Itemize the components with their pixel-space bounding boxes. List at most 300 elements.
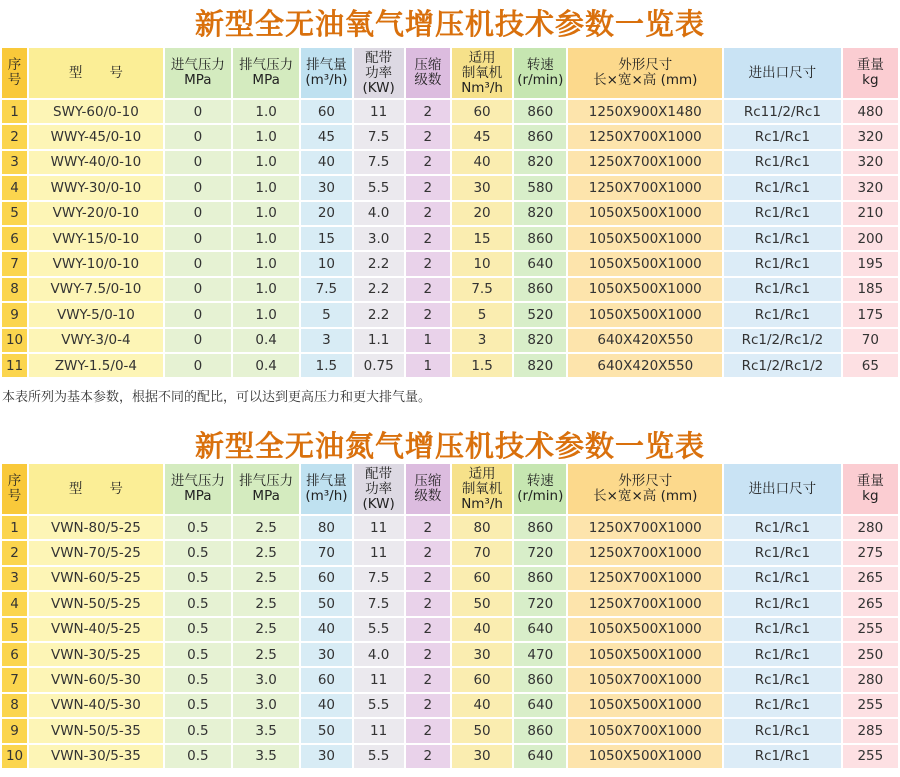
cell-outlet-pressure: 3.0	[233, 668, 299, 691]
cell-model: ZWY-1.5/0-4	[29, 354, 163, 377]
table-row	[2, 354, 898, 377]
header-displacement	[301, 48, 351, 98]
cell-inlet-pressure: 0.5	[165, 618, 231, 641]
cell-no: 4	[2, 592, 27, 615]
header-weight	[843, 464, 898, 514]
header-line: 排气量	[306, 473, 347, 489]
header-line: 排气压力	[239, 473, 294, 489]
cell-stages: 2	[406, 745, 450, 768]
header-line: 进出口尺寸	[748, 64, 817, 81]
cell-model: VWY-5/0-10	[29, 303, 163, 326]
cell-outlet-pressure: 0.4	[233, 354, 299, 377]
header-line: 重量	[856, 473, 884, 489]
cell-model: VWY-3/0-4	[29, 329, 163, 352]
cell-power: 4.0	[354, 643, 404, 666]
cell-power: 7.5	[354, 125, 404, 148]
cell-model: VWN-50/5-25	[29, 592, 163, 615]
cell-inlet-pressure: 0	[165, 125, 231, 148]
table-row	[2, 592, 898, 615]
cell-stages: 2	[406, 227, 450, 250]
table-row	[2, 176, 898, 199]
cell-port-size: Rc1/Rc1	[724, 278, 841, 301]
table-row	[2, 618, 898, 641]
cell-dimensions: 1050X500X1000	[568, 278, 722, 301]
cell-dimensions: 640X420X550	[568, 329, 722, 352]
cell-dimensions: 1050X700X1000	[568, 719, 722, 742]
cell-generator-capacity: 50	[452, 719, 512, 742]
cell-weight: 250	[843, 643, 898, 666]
cell-generator-capacity: 70	[452, 541, 512, 564]
cell-inlet-pressure: 0.5	[165, 567, 231, 590]
cell-outlet-pressure: 2.5	[233, 541, 299, 564]
cell-speed: 820	[514, 202, 566, 225]
cell-inlet-pressure: 0	[165, 278, 231, 301]
table-row	[2, 227, 898, 250]
header-line: Nm³/h	[461, 495, 503, 512]
cell-inlet-pressure: 0.5	[165, 643, 231, 666]
header-no	[2, 48, 27, 98]
cell-speed: 860	[514, 227, 566, 250]
table-row	[2, 329, 898, 352]
cell-displacement: 15	[301, 227, 351, 250]
cell-displacement: 45	[301, 125, 351, 148]
header-line: 号	[7, 72, 22, 88]
cell-no: 6	[2, 227, 27, 250]
cell-generator-capacity: 45	[452, 125, 512, 148]
header-line: kg	[862, 72, 879, 88]
cell-generator-capacity: 30	[452, 745, 512, 768]
cell-dimensions: 1050X500X1000	[568, 227, 722, 250]
table-row	[2, 668, 898, 691]
cell-weight: 280	[843, 516, 898, 539]
cell-outlet-pressure: 2.5	[233, 618, 299, 641]
cell-weight: 195	[843, 252, 898, 275]
table-row	[2, 567, 898, 590]
cell-dimensions: 1250X700X1000	[568, 151, 722, 174]
header-speed	[514, 48, 566, 98]
cell-weight: 210	[843, 202, 898, 225]
cell-no: 10	[2, 329, 27, 352]
cell-dimensions: 1250X700X1000	[568, 541, 722, 564]
cell-port-size: Rc1/Rc1	[724, 125, 841, 148]
cell-weight: 265	[843, 567, 898, 590]
cell-port-size: Rc11/2/Rc1	[724, 100, 841, 123]
cell-model: VWN-30/5-35	[29, 745, 163, 768]
cell-power: 11	[354, 668, 404, 691]
cell-inlet-pressure: 0	[165, 151, 231, 174]
cell-inlet-pressure: 0.5	[165, 668, 231, 691]
table-row	[2, 694, 898, 717]
cell-stages: 2	[406, 567, 450, 590]
cell-inlet-pressure: 0	[165, 100, 231, 123]
cell-port-size: Rc1/Rc1	[724, 176, 841, 199]
cell-dimensions: 1050X500X1000	[568, 694, 722, 717]
cell-power: 5.5	[354, 176, 404, 199]
cell-dimensions: 1250X900X1480	[568, 100, 722, 123]
header-line: Nm³/h	[461, 79, 503, 96]
cell-displacement: 40	[301, 694, 351, 717]
cell-weight: 280	[843, 668, 898, 691]
cell-dimensions: 1050X700X1000	[568, 668, 722, 691]
cell-weight: 320	[843, 125, 898, 148]
table-row	[2, 303, 898, 326]
cell-no: 2	[2, 541, 27, 564]
header-line: (r/min)	[517, 72, 564, 88]
cell-inlet-pressure: 0.5	[165, 592, 231, 615]
cell-port-size: Rc1/Rc1	[724, 618, 841, 641]
cell-model: SWY-60/0-10	[29, 100, 163, 123]
cell-power: 7.5	[354, 592, 404, 615]
cell-weight: 200	[843, 227, 898, 250]
cell-inlet-pressure: 0.5	[165, 694, 231, 717]
header-stages	[406, 48, 450, 98]
header-line: kg	[862, 488, 879, 504]
cell-stages: 2	[406, 592, 450, 615]
table-row	[2, 100, 898, 123]
cell-no: 1	[2, 100, 27, 123]
cell-stages: 2	[406, 516, 450, 539]
cell-model: VWY-10/0-10	[29, 252, 163, 275]
cell-inlet-pressure: 0	[165, 303, 231, 326]
cell-port-size: Rc1/Rc1	[724, 592, 841, 615]
cell-weight: 480	[843, 100, 898, 123]
cell-power: 2.2	[354, 252, 404, 275]
cell-speed: 640	[514, 694, 566, 717]
cell-weight: 255	[843, 618, 898, 641]
cell-no: 9	[2, 719, 27, 742]
cell-outlet-pressure: 2.5	[233, 567, 299, 590]
header-line: 长×宽×高 (mm)	[593, 488, 698, 504]
cell-dimensions: 1050X500X1000	[568, 303, 722, 326]
cell-speed: 470	[514, 643, 566, 666]
cell-model: VWN-60/5-30	[29, 668, 163, 691]
cell-model: VWY-15/0-10	[29, 227, 163, 250]
cell-no: 11	[2, 354, 27, 377]
cell-weight: 320	[843, 151, 898, 174]
cell-displacement: 5	[301, 303, 351, 326]
cell-speed: 860	[514, 100, 566, 123]
table-row	[2, 745, 898, 768]
header-line: 功率	[365, 64, 393, 81]
cell-stages: 2	[406, 252, 450, 275]
cell-speed: 860	[514, 125, 566, 148]
cell-dimensions: 1050X500X1000	[568, 252, 722, 275]
cell-displacement: 3	[301, 329, 351, 352]
cell-displacement: 20	[301, 202, 351, 225]
header-stages	[406, 464, 450, 514]
cell-generator-capacity: 80	[452, 516, 512, 539]
header-line: 制氧机	[461, 64, 503, 81]
cell-outlet-pressure: 3.0	[233, 694, 299, 717]
header-line: MPa	[252, 72, 280, 88]
cell-outlet-pressure: 0.4	[233, 329, 299, 352]
header-line: 进出口尺寸	[748, 480, 817, 497]
cell-power: 7.5	[354, 567, 404, 590]
header-line: 重量	[856, 57, 884, 73]
cell-displacement: 40	[301, 618, 351, 641]
cell-displacement: 30	[301, 745, 351, 768]
cell-dimensions: 1050X500X1000	[568, 618, 722, 641]
cell-outlet-pressure: 1.0	[233, 125, 299, 148]
cell-weight: 185	[843, 278, 898, 301]
header-line: 适用	[468, 49, 496, 66]
header-line: MPa	[184, 488, 212, 504]
cell-inlet-pressure: 0.5	[165, 516, 231, 539]
cell-no: 7	[2, 668, 27, 691]
header-dimensions	[568, 464, 722, 514]
header-line: 序	[7, 473, 22, 489]
header-line: 外形尺寸	[618, 57, 673, 73]
cell-model: VWN-70/5-25	[29, 541, 163, 564]
header-line: 压缩	[414, 57, 442, 73]
cell-power: 4.0	[354, 202, 404, 225]
cell-speed: 860	[514, 567, 566, 590]
cell-speed: 820	[514, 329, 566, 352]
cell-dimensions: 1250X700X1000	[568, 567, 722, 590]
cell-weight: 70	[843, 329, 898, 352]
cell-generator-capacity: 40	[452, 618, 512, 641]
header-line: 配带	[365, 465, 393, 482]
cell-displacement: 40	[301, 151, 351, 174]
cell-speed: 520	[514, 303, 566, 326]
cell-port-size: Rc1/2/Rc1/2	[724, 329, 841, 352]
cell-power: 3.0	[354, 227, 404, 250]
header-row	[2, 48, 898, 98]
cell-stages: 2	[406, 694, 450, 717]
cell-no: 5	[2, 202, 27, 225]
header-line: 进气压力	[170, 473, 225, 489]
cell-power: 2.2	[354, 278, 404, 301]
header-line: (r/min)	[517, 488, 564, 504]
header-no	[2, 464, 27, 514]
cell-power: 11	[354, 516, 404, 539]
cell-displacement: 7.5	[301, 278, 351, 301]
cell-inlet-pressure: 0.5	[165, 719, 231, 742]
header-port-size	[724, 48, 841, 98]
oxygen-table-title: 新型全无油氧气增压机技术参数一览表	[194, 7, 705, 41]
cell-generator-capacity: 5	[452, 303, 512, 326]
cell-stages: 2	[406, 719, 450, 742]
header-outlet-pressure	[233, 48, 299, 98]
header-line: 排气压力	[239, 57, 294, 73]
table-row	[2, 719, 898, 742]
header-line: 转速	[526, 473, 554, 489]
cell-outlet-pressure: 1.0	[233, 176, 299, 199]
header-inlet-pressure	[165, 464, 231, 514]
cell-inlet-pressure: 0	[165, 329, 231, 352]
cell-outlet-pressure: 2.5	[233, 516, 299, 539]
table-row	[2, 125, 898, 148]
cell-stages: 2	[406, 202, 450, 225]
cell-stages: 2	[406, 668, 450, 691]
cell-displacement: 70	[301, 541, 351, 564]
cell-outlet-pressure: 1.0	[233, 100, 299, 123]
cell-displacement: 30	[301, 176, 351, 199]
cell-dimensions: 1250X700X1000	[568, 176, 722, 199]
header-row	[2, 464, 898, 514]
cell-generator-capacity: 1.5	[452, 354, 512, 377]
cell-power: 11	[354, 541, 404, 564]
cell-model: VWN-60/5-25	[29, 567, 163, 590]
cell-speed: 720	[514, 541, 566, 564]
cell-dimensions: 1050X500X1000	[568, 202, 722, 225]
cell-no: 9	[2, 303, 27, 326]
header-line: 级数	[414, 488, 442, 504]
header-inlet-pressure	[165, 48, 231, 98]
cell-model: WWY-40/0-10	[29, 151, 163, 174]
header-line: 制氧机	[461, 480, 503, 497]
cell-stages: 2	[406, 618, 450, 641]
cell-port-size: Rc1/Rc1	[724, 567, 841, 590]
header-line: 功率	[365, 480, 393, 497]
cell-stages: 1	[406, 329, 450, 352]
table-row	[2, 541, 898, 564]
cell-stages: 2	[406, 125, 450, 148]
cell-speed: 860	[514, 668, 566, 691]
header-port-size	[724, 464, 841, 514]
cell-port-size: Rc1/Rc1	[724, 151, 841, 174]
table-row	[2, 202, 898, 225]
header-line: 号	[7, 488, 22, 504]
cell-port-size: Rc1/Rc1	[724, 516, 841, 539]
cell-generator-capacity: 30	[452, 643, 512, 666]
cell-generator-capacity: 40	[452, 694, 512, 717]
cell-no: 3	[2, 151, 27, 174]
header-weight	[843, 48, 898, 98]
header-generator-capacity	[452, 48, 512, 98]
table-row	[2, 278, 898, 301]
cell-no: 8	[2, 694, 27, 717]
header-line: 型 号	[68, 480, 123, 497]
cell-outlet-pressure: 1.0	[233, 303, 299, 326]
cell-no: 1	[2, 516, 27, 539]
cell-port-size: Rc1/Rc1	[724, 668, 841, 691]
cell-power: 7.5	[354, 151, 404, 174]
header-line: 适用	[468, 465, 496, 482]
cell-displacement: 30	[301, 643, 351, 666]
cell-dimensions: 640X420X550	[568, 354, 722, 377]
cell-power: 5.5	[354, 694, 404, 717]
cell-dimensions: 1250X700X1000	[568, 592, 722, 615]
header-power	[354, 464, 404, 514]
cell-generator-capacity: 30	[452, 176, 512, 199]
cell-port-size: Rc1/Rc1	[724, 694, 841, 717]
cell-speed: 640	[514, 618, 566, 641]
cell-displacement: 60	[301, 668, 351, 691]
cell-weight: 275	[843, 541, 898, 564]
nitrogen-table-title: 新型全无油氮气增压机技术参数一览表	[194, 429, 705, 463]
cell-power: 5.5	[354, 618, 404, 641]
cell-no: 3	[2, 567, 27, 590]
cell-port-size: Rc1/Rc1	[724, 227, 841, 250]
cell-speed: 640	[514, 745, 566, 768]
cell-speed: 580	[514, 176, 566, 199]
cell-model: VWN-40/5-25	[29, 618, 163, 641]
cell-power: 11	[354, 100, 404, 123]
cell-generator-capacity: 15	[452, 227, 512, 250]
header-generator-capacity	[452, 464, 512, 514]
cell-model: VWN-40/5-30	[29, 694, 163, 717]
cell-port-size: Rc1/Rc1	[724, 541, 841, 564]
header-line: (KW)	[362, 79, 395, 96]
cell-outlet-pressure: 2.5	[233, 643, 299, 666]
cell-displacement: 60	[301, 567, 351, 590]
table-footnote: 本表所列为基本参数，根据不同的配比，可以达到更高压力和更大排气量。	[2, 390, 432, 405]
header-line: MPa	[252, 488, 280, 504]
cell-inlet-pressure: 0	[165, 227, 231, 250]
cell-dimensions: 1050X500X1000	[568, 643, 722, 666]
table-row	[2, 151, 898, 174]
cell-stages: 2	[406, 303, 450, 326]
header-line: 转速	[526, 57, 554, 73]
cell-port-size: Rc1/Rc1	[724, 719, 841, 742]
cell-speed: 640	[514, 252, 566, 275]
header-model	[29, 48, 163, 98]
cell-speed: 720	[514, 592, 566, 615]
cell-weight: 265	[843, 592, 898, 615]
cell-inlet-pressure: 0	[165, 176, 231, 199]
cell-no: 6	[2, 643, 27, 666]
cell-port-size: Rc1/Rc1	[724, 202, 841, 225]
cell-speed: 820	[514, 354, 566, 377]
header-model	[29, 464, 163, 514]
cell-no: 10	[2, 745, 27, 768]
cell-outlet-pressure: 3.5	[233, 719, 299, 742]
cell-no: 7	[2, 252, 27, 275]
cell-dimensions: 1250X700X1000	[568, 125, 722, 148]
cell-stages: 2	[406, 643, 450, 666]
cell-power: 1.1	[354, 329, 404, 352]
cell-no: 4	[2, 176, 27, 199]
cell-displacement: 10	[301, 252, 351, 275]
cell-weight: 255	[843, 694, 898, 717]
cell-outlet-pressure: 1.0	[233, 278, 299, 301]
cell-generator-capacity: 60	[452, 567, 512, 590]
header-speed	[514, 464, 566, 514]
cell-speed: 860	[514, 278, 566, 301]
header-line: 序	[7, 57, 22, 73]
cell-power: 11	[354, 719, 404, 742]
header-line: 压缩	[414, 473, 442, 489]
cell-inlet-pressure: 0	[165, 252, 231, 275]
oxygen-spec-table	[0, 46, 900, 379]
cell-inlet-pressure: 0	[165, 354, 231, 377]
cell-displacement: 1.5	[301, 354, 351, 377]
cell-weight: 255	[843, 745, 898, 768]
header-line: 型 号	[68, 64, 123, 81]
cell-dimensions: 1250X700X1000	[568, 516, 722, 539]
cell-outlet-pressure: 1.0	[233, 151, 299, 174]
cell-outlet-pressure: 3.5	[233, 745, 299, 768]
cell-power: 2.2	[354, 303, 404, 326]
cell-power: 0.75	[354, 354, 404, 377]
cell-outlet-pressure: 1.0	[233, 252, 299, 275]
header-line: (m³/h)	[305, 488, 348, 504]
cell-weight: 65	[843, 354, 898, 377]
header-line: 排气量	[306, 57, 347, 73]
cell-model: WWY-30/0-10	[29, 176, 163, 199]
cell-outlet-pressure: 1.0	[233, 227, 299, 250]
header-line: 进气压力	[170, 57, 225, 73]
cell-no: 8	[2, 278, 27, 301]
cell-model: VWN-80/5-25	[29, 516, 163, 539]
header-line: (m³/h)	[305, 72, 348, 88]
cell-outlet-pressure: 2.5	[233, 592, 299, 615]
cell-dimensions: 1050X500X1000	[568, 745, 722, 768]
cell-weight: 320	[843, 176, 898, 199]
header-line: 长×宽×高 (mm)	[593, 72, 698, 88]
cell-stages: 1	[406, 354, 450, 377]
